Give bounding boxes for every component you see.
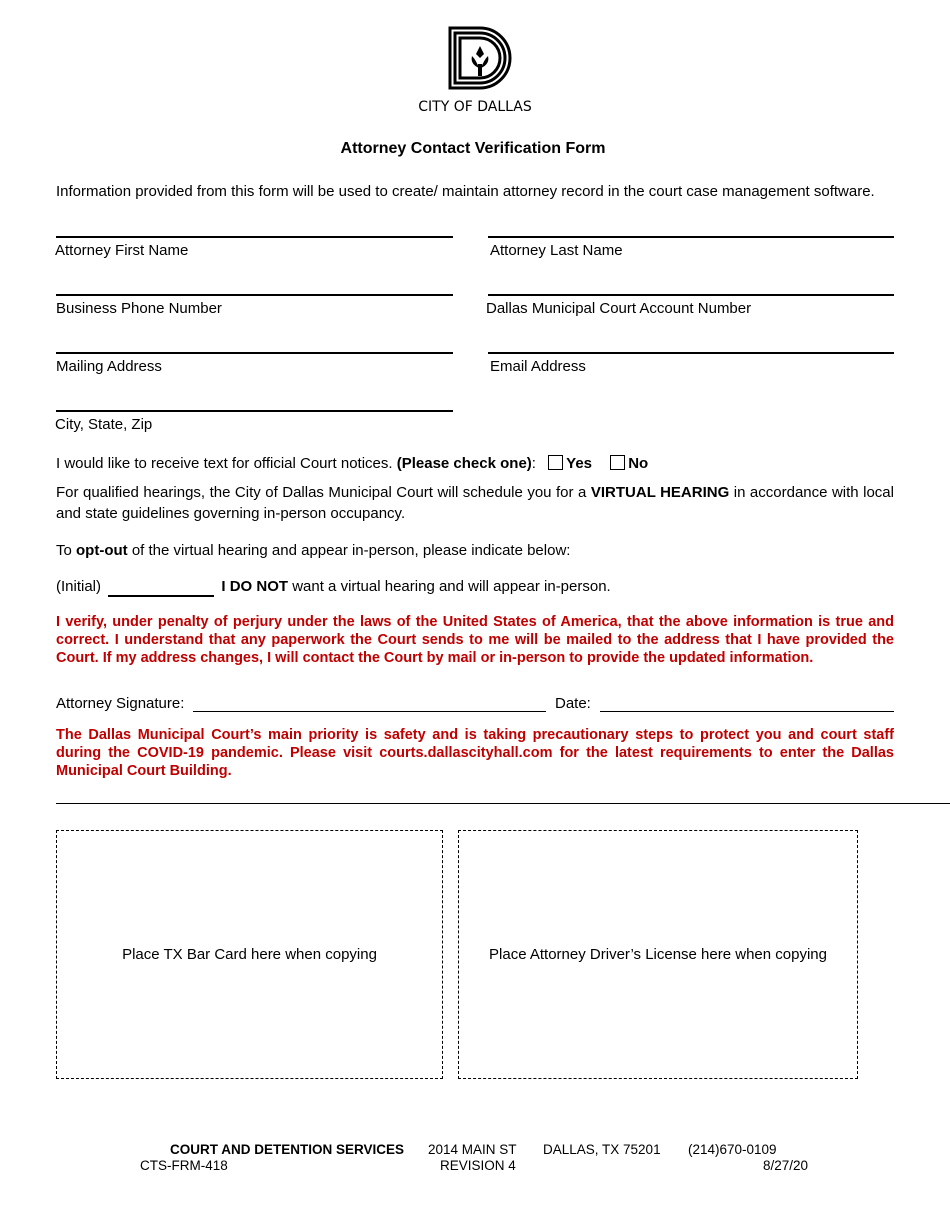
- city-state-zip-input[interactable]: [56, 410, 453, 412]
- footer-date: 8/27/20: [763, 1158, 809, 1173]
- virtual-post: in accordance with local and state guidelines governing in-person occupancy.: [56, 484, 894, 522]
- footer-address: 2014 MAIN ST: [428, 1142, 517, 1157]
- opt-out-pre: To: [56, 542, 72, 559]
- virtual-pre: For qualified hearings, the City of Dallas Municipal Court will schedule you for a: [56, 484, 587, 501]
- email-input[interactable]: [488, 352, 894, 354]
- email-label: Email Address: [490, 358, 586, 375]
- no-checkbox[interactable]: [610, 455, 625, 470]
- city-state-zip-label: City, State, Zip: [55, 416, 153, 433]
- license-label: Place Attorney Driver’s License here when copying: [489, 946, 827, 963]
- opt-out-bold: opt-out: [76, 542, 128, 559]
- virtual-hearing-paragraph: [56, 482, 894, 524]
- opt-out-post: of the virtual hearing and appear in-person, please indicate below:: [131, 542, 571, 559]
- business-phone-label: Business Phone Number: [56, 300, 222, 317]
- intro-text: Information provided from this form will be used to create/ maintain attorney record in the court case management software.: [56, 183, 875, 200]
- text-notice-prefix: I would like to receive text for official Court notices.: [56, 455, 393, 472]
- initial-line: [56, 578, 611, 597]
- yes-checkbox[interactable]: [548, 455, 563, 470]
- license-box: [458, 830, 858, 1079]
- first-name-input[interactable]: [56, 236, 453, 238]
- account-number-input[interactable]: [488, 294, 894, 296]
- text-notice-instruction: (Please check one): [396, 455, 532, 472]
- footer-city: DALLAS, TX 75201: [543, 1142, 661, 1157]
- no-label: No: [628, 455, 649, 472]
- footer-dept: COURT AND DETENTION SERVICES: [170, 1142, 405, 1157]
- date-label: Date:: [555, 695, 591, 712]
- city-name: CITY OF DALLAS: [418, 99, 532, 115]
- text-notice-line: [56, 455, 648, 472]
- footer-phone: (214)670-0109: [688, 1142, 777, 1157]
- covid-notice: The Dallas Municipal Court’s main priority is safety and is taking precautionary steps to protect you and court staff during the COVID-19 pandemic. Please visit courts.dallascityhall.com for the latest requirements to enter the Dallas Municipal Court Building.: [56, 727, 894, 779]
- mailing-address-label: Mailing Address: [56, 358, 162, 375]
- initial-label: (Initial): [56, 578, 102, 595]
- yes-label: Yes: [566, 455, 593, 472]
- initial-bold: I DO NOT: [221, 578, 289, 595]
- signature-label: Attorney Signature:: [56, 695, 185, 712]
- initial-post: want a virtual hearing and will appear in-person.: [292, 578, 611, 595]
- date-input[interactable]: [600, 711, 894, 712]
- first-name-label: Attorney First Name: [55, 242, 189, 259]
- signature-input[interactable]: [193, 711, 546, 712]
- perjury-statement: I verify, under penalty of perjury under the laws of the United States of America, that the above information is true and correct. I understand that any paperwork the Court sends to me will be mailed to the address that I have provided the Court. If my address changes, I will contact the Court by mail or in-person to provide the updated information.: [56, 614, 894, 666]
- business-phone-input[interactable]: [56, 294, 453, 296]
- last-name-input[interactable]: [488, 236, 894, 238]
- last-name-label: Attorney Last Name: [490, 242, 623, 259]
- bar-card-box: [56, 830, 443, 1079]
- divider: [56, 803, 950, 804]
- bar-card-label: Place TX Bar Card here when copying: [122, 946, 377, 963]
- form-title: Attorney Contact Verification Form: [340, 140, 606, 157]
- virtual-bold: VIRTUAL HEARING: [590, 484, 730, 501]
- footer-revision: REVISION 4: [440, 1158, 516, 1173]
- text-notice-colon: :: [531, 455, 536, 472]
- initial-input[interactable]: [108, 578, 214, 597]
- account-number-label: Dallas Municipal Court Account Number: [486, 300, 752, 317]
- opt-out-paragraph: [56, 542, 570, 559]
- city-of-dallas-logo: [446, 24, 512, 92]
- mailing-address-input[interactable]: [56, 352, 453, 354]
- footer-form-id: CTS-FRM-418: [140, 1158, 228, 1173]
